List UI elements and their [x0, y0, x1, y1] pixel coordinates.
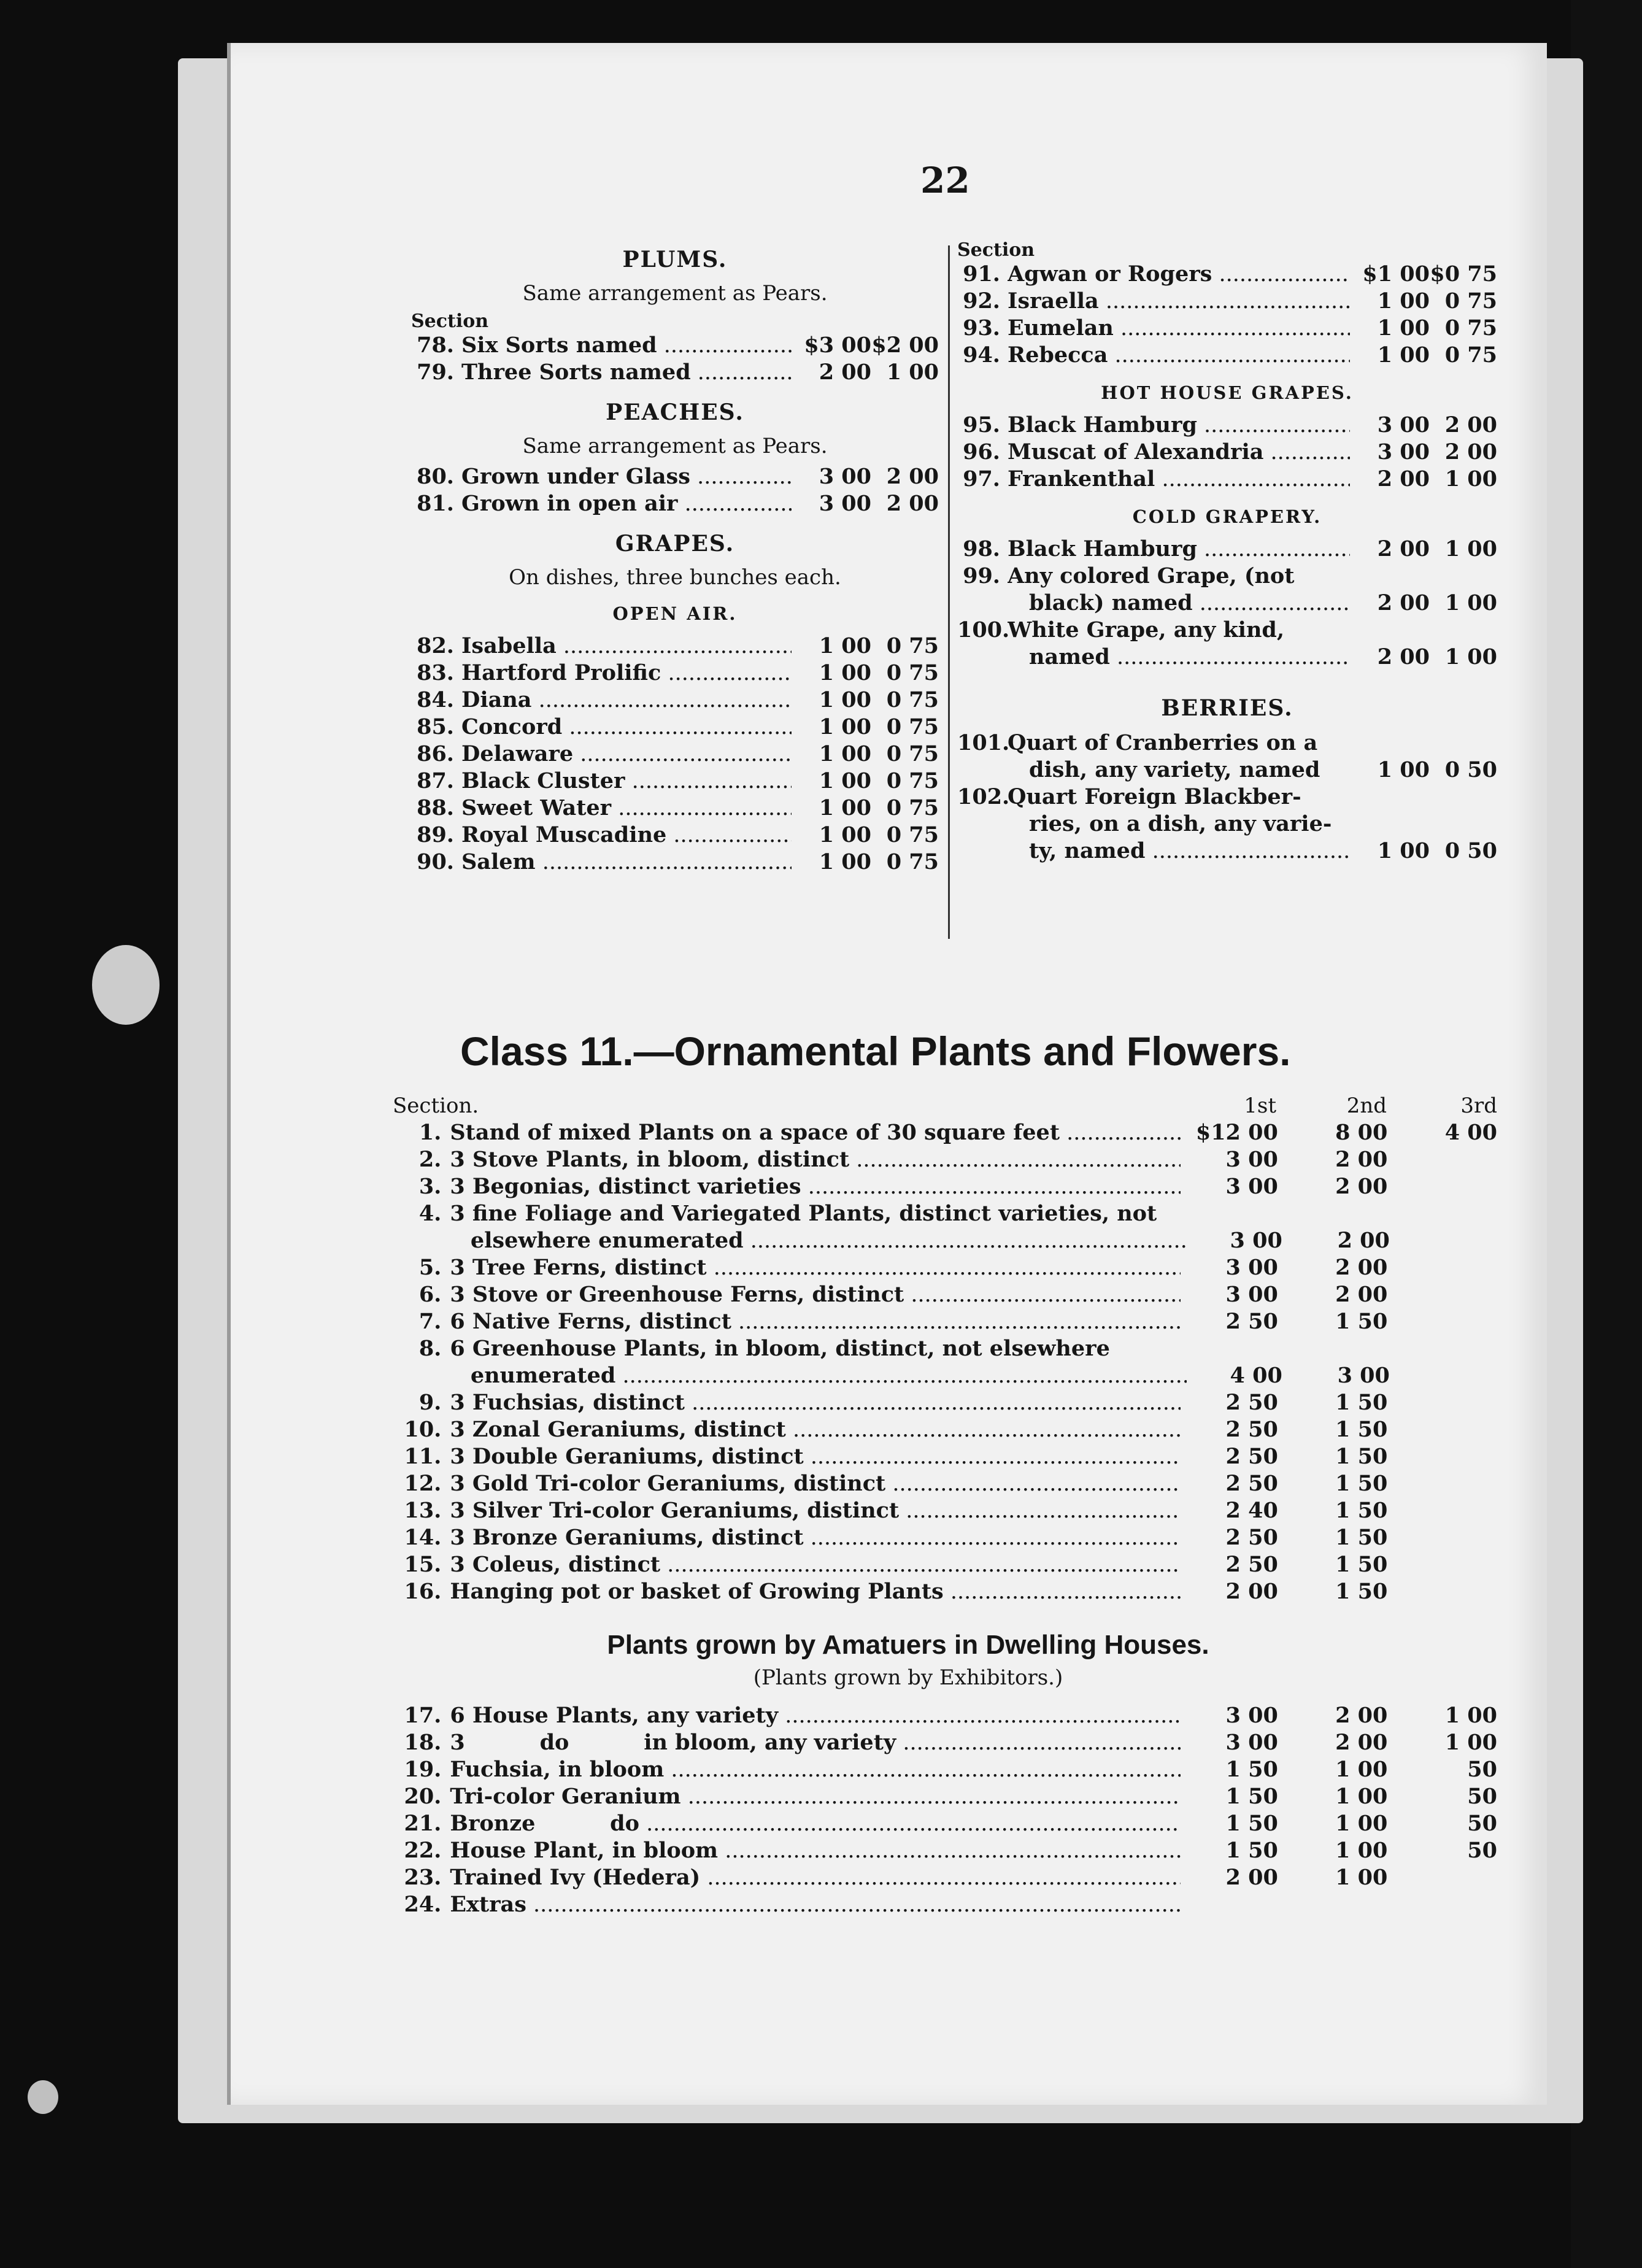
table-row: 18. 3 do in bloom, any variety ..... 3 00 2 00 1 00 [393, 1729, 1497, 1756]
table-row: 11. 3 Double Geraniums, distinct ..... 2 50 1 50 [393, 1443, 1497, 1470]
table-row: 5. 3 Tree Ferns, distinct ..... 3 00 2 00 [393, 1254, 1497, 1281]
table-row-continued: elsewhere enumerated ..... 3 00 2 00 [393, 1227, 1497, 1254]
table-row: 16. Hanging pot or basket of Growing Plants ..... 2 00 1 50 [393, 1578, 1497, 1605]
list-item: 94. Rebecca ..... 1 00 0 75 [957, 342, 1497, 369]
table-row: 24. Extras ..... [393, 1891, 1497, 1918]
list-item: 86. Delaware ..... 1 00 0 75 [411, 741, 939, 768]
amateurs-heading: Plants grown by Amatuers in Dwelling Houses. [607, 1630, 1209, 1660]
grapes-heading: GRAPES. [615, 531, 735, 557]
section-label: Section. [393, 1094, 479, 1118]
list-item-continued: dish, any variety, named 1 00 0 50 [1029, 757, 1497, 782]
table-row: 1. Stand of mixed Plants on a space of 30 square feet ..... $12 00 8 00 4 00 [393, 1119, 1497, 1146]
right-column [957, 239, 1497, 865]
list-item: 84. Diana ..... 1 00 0 75 [411, 687, 939, 714]
list-item: 95. Black Hamburg ..... 3 00 2 00 [957, 412, 1497, 439]
table-row: 8. 6 Greenhouse Plants, in bloom, distinct, not elsewhere [418, 1336, 1110, 1361]
table-row-continued: enumerated ..... 4 00 3 00 [393, 1362, 1497, 1389]
scan-speck [28, 2080, 58, 2114]
list-item-continued: ty, named ..... 1 00 0 50 [957, 838, 1497, 865]
list-item-continued: ries, on a dish, any varie- [1029, 811, 1332, 836]
list-item: 82. Isabella ..... 1 00 0 75 [411, 633, 939, 660]
table-row: 19. Fuchsia, in bloom ..... 1 50 1 00 50 [393, 1756, 1497, 1783]
table-row: 13. 3 Silver Tri-color Geraniums, distinct ..... 2 40 1 50 [393, 1497, 1497, 1524]
table-row: 20. Tri-color Geranium ..... 1 50 1 00 50 [393, 1783, 1497, 1810]
table-row: 12. 3 Gold Tri-color Geraniums, distinct ..... 2 50 1 50 [393, 1470, 1497, 1497]
table-row: 6. 3 Stove or Greenhouse Ferns, distinct ..... 3 00 2 00 [393, 1281, 1497, 1308]
column-divider [948, 245, 950, 939]
grapes-note: On dishes, three bunches each. [509, 565, 841, 590]
table-row: 17. 6 House Plants, any variety ..... 3 00 2 00 1 00 [393, 1702, 1497, 1729]
list-item: 81. Grown in open air ..... 3 00 2 00 [411, 490, 939, 517]
open-air-heading: OPEN AIR. [612, 603, 738, 624]
list-item: 99. Any colored Grape, (not [963, 563, 1295, 588]
berries-heading: BERRIES. [1161, 695, 1293, 721]
table-row: 14. 3 Bronze Geraniums, distinct ..... 2 50 1 50 [393, 1524, 1497, 1551]
table-row: 3. 3 Begonias, distinct varieties ..... 3 00 2 00 [393, 1173, 1497, 1200]
list-item: 93. Eumelan ..... 1 00 0 75 [957, 315, 1497, 342]
table-row: 21. Bronze do ..... 1 50 1 00 50 [393, 1810, 1497, 1837]
table-row: 7. 6 Native Ferns, distinct ..... 2 50 1 50 [393, 1308, 1497, 1335]
list-item: 96. Muscat of Alexandria ..... 3 00 2 00 [957, 439, 1497, 466]
list-item-continued: black) named ..... 2 00 1 00 [957, 590, 1497, 617]
table-row: 2. 3 Stove Plants, in bloom, distinct ..... 3 00 2 00 [393, 1146, 1497, 1173]
table-header [393, 1092, 1497, 1119]
peaches-note: Same arrangement as Pears. [522, 434, 828, 458]
list-item: 80. Grown under Glass ..... 3 00 2 00 [411, 463, 939, 490]
amateurs-subheading: (Plants grown by Exhibitors.) [753, 1665, 1063, 1690]
list-item: 91. Agwan or Rogers ..... $1 00 $0 75 [957, 261, 1497, 288]
cold-grapery-heading: COLD GRAPERY. [1132, 506, 1322, 527]
list-item: 102. Quart Foreign Blackber- [957, 784, 1301, 809]
list-item: 79. Three Sorts named ..... 2 00 1 00 [411, 359, 939, 386]
hot-house-heading: HOT HOUSE GRAPES. [1101, 382, 1354, 403]
scan-speck [92, 945, 160, 1025]
list-item: 92. Israella ..... 1 00 0 75 [957, 288, 1497, 315]
table-row: 10. 3 Zonal Geraniums, distinct ..... 2 50 1 50 [393, 1416, 1497, 1443]
col-2nd: 2nd [1346, 1094, 1387, 1118]
section-label: Section [411, 310, 489, 332]
table-row: 23. Trained Ivy (Hedera) ..... 2 00 1 00 [393, 1864, 1497, 1891]
list-item: 98. Black Hamburg ..... 2 00 1 00 [957, 536, 1497, 563]
list-item: 83. Hartford Prolific ..... 1 00 0 75 [411, 660, 939, 687]
table-row: 4. 3 fine Foliage and Variegated Plants, distinct varieties, not [418, 1201, 1157, 1226]
list-item: 90. Salem ..... 1 00 0 75 [411, 849, 939, 876]
section-label: Section [957, 239, 1035, 261]
table-row: 15. 3 Coleus, distinct ..... 2 50 1 50 [393, 1551, 1497, 1578]
list-item-continued: named ..... 2 00 1 00 [957, 644, 1497, 671]
col-1st: 1st [1244, 1094, 1276, 1118]
list-item: 88. Sweet Water ..... 1 00 0 75 [411, 795, 939, 822]
plums-heading: PLUMS. [622, 247, 728, 272]
list-item: 85. Concord ..... 1 00 0 75 [411, 714, 939, 741]
peaches-heading: PEACHES. [606, 399, 744, 425]
list-item: 100. White Grape, any kind, [957, 617, 1285, 642]
page-number: 22 [920, 160, 970, 201]
list-item: 78. Six Sorts named ..... $3 00 $2 00 [411, 332, 939, 359]
class-11-table [393, 1092, 1497, 1918]
class-title: Class 11.—Ornamental Plants and Flowers. [460, 1028, 1291, 1074]
list-item: 89. Royal Muscadine ..... 1 00 0 75 [411, 822, 939, 849]
col-3rd: 3rd [1460, 1094, 1497, 1118]
list-item: 97. Frankenthal ..... 2 00 1 00 [957, 466, 1497, 493]
table-row: 9. 3 Fuchsias, distinct ..... 2 50 1 50 [393, 1389, 1497, 1416]
plums-note: Same arrangement as Pears. [522, 281, 828, 306]
table-row: 22. House Plant, in bloom ..... 1 50 1 00 50 [393, 1837, 1497, 1864]
list-item: 101. Quart of Cranberries on a [957, 730, 1318, 755]
list-item: 87. Black Cluster ..... 1 00 0 75 [411, 768, 939, 795]
left-column [411, 233, 939, 876]
